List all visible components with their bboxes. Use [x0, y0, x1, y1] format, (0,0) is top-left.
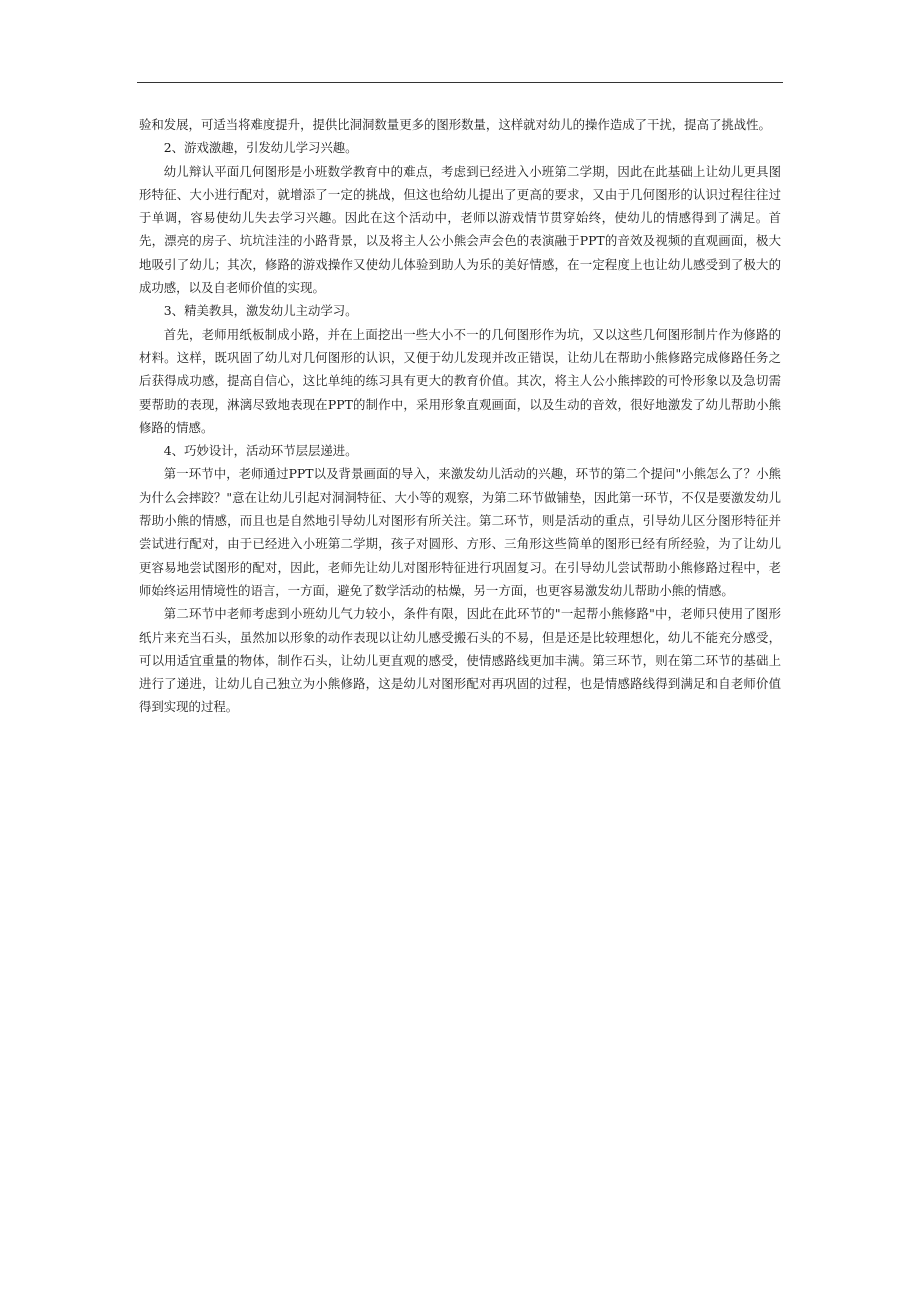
paragraph-continuation: 验和发展，可适当将难度提升，提供比洞洞数量更多的图形数量，这样就对幼儿的操作造成了干扰，提高了挑战性。: [139, 117, 771, 132]
paragraph-game-interest: 幼儿辩认平面几何图形是小班数学教育中的难点，考虑到已经进入小班第二学期，因此在此基础上让幼儿更具图形特征、大小进行配对，就增添了一定的挑战，但这也给幼儿提出了更高的要求，又由于几何图形的认识过程往往过于单调，容易使幼儿失去学习兴趣。因此在这个活动中，老师以游戏情节贯穿始终，使幼儿的情感得到了满足。首先，漂亮的房子、坑坑洼洼的小路背景，以及将主人公小熊会声会色的表演融于PPT的音效及视频的直观画面，极大地吸引了幼儿；其次，修路的游戏操作又使幼儿体验到助人为乐的美好情感，在一定程度上也让幼儿感受到了极大的成功感，以及自老师价值的实现。: [139, 163, 781, 296]
paragraph-second-section: 第二环节中老师考虑到小班幼儿气力较小，条件有限，因此在此环节的"一起帮小熊修路"中，老师只使用了图形纸片来充当石头，虽然加以形象的动作表现以让幼儿感受搬石头的不易，但是还是比较理想化，幼儿不能充分感受，可以用适宜重量的物体，制作石头，让幼儿更直观的感受，使情感路线更加丰满。第三环节，则在第二环节的基础上进行了递进，让幼儿自己独立为小熊修路，这是幼儿对图形配对再巩固的过程，也是情感路线得到满足和自老师价值得到实现的过程。: [139, 606, 781, 715]
paragraph-teaching-aids: 首先，老师用纸板制成小路，并在上面挖出一些大小不一的几何图形作为坑，又以这些几何图形制片作为修路的材料。这样，既巩固了幼儿对几何图形的认识，又便于幼儿发现并改正错误，让幼儿在帮助小熊修路完成修路任务之后获得成功感，提高自信心，这比单纯的练习具有更大的教育价值。其次，将主人公小熊摔跤的可怜形象以及急切需要帮助的表现，淋漓尽致地表现在PPT的制作中，采用形象直观画面，以及生动的音效，很好地激发了幼儿帮助小熊修路的情感。: [139, 326, 781, 435]
paragraph-first-section: 第一环节中，老师通过PPT以及背景画面的导入，来激发幼儿活动的兴趣，环节的第二个提问"小熊怎么了？小熊为什么会摔跤？"意在让幼儿引起对洞洞特征、大小等的观察，为第二环节做铺垫，因此第一环节，不仅是要激发幼儿帮助小熊的情感，而且也是自然地引导幼儿对图形有所关注。第二环节，则是活动的重点，引导幼儿区分图形特征并尝试进行配对，由于已经进入小班第二学期，孩子对圆形、方形、三角形这些简单的图形已经有所经验，为了让幼儿更容易地尝试图形的配对，因此，老师先让幼儿对图形特征进行巩固复习。在引导幼儿尝试帮助小熊修路过程中，老师始终运用情境性的语言，一方面，避免了数学活动的枯燥，另一方面，也更容易激发幼儿帮助小熊的情感。: [139, 466, 781, 598]
header-rule: [137, 82, 783, 83]
heading-3-teaching-aids: 3、精美教具，激发幼儿主动学习。: [163, 303, 358, 319]
document-body: [139, 113, 781, 719]
heading-4-design: 4、巧妙设计，活动环节层层递进。: [163, 443, 358, 459]
heading-2-game-interest: 2、游戏激趣，引发幼儿学习兴趣。: [163, 140, 358, 156]
